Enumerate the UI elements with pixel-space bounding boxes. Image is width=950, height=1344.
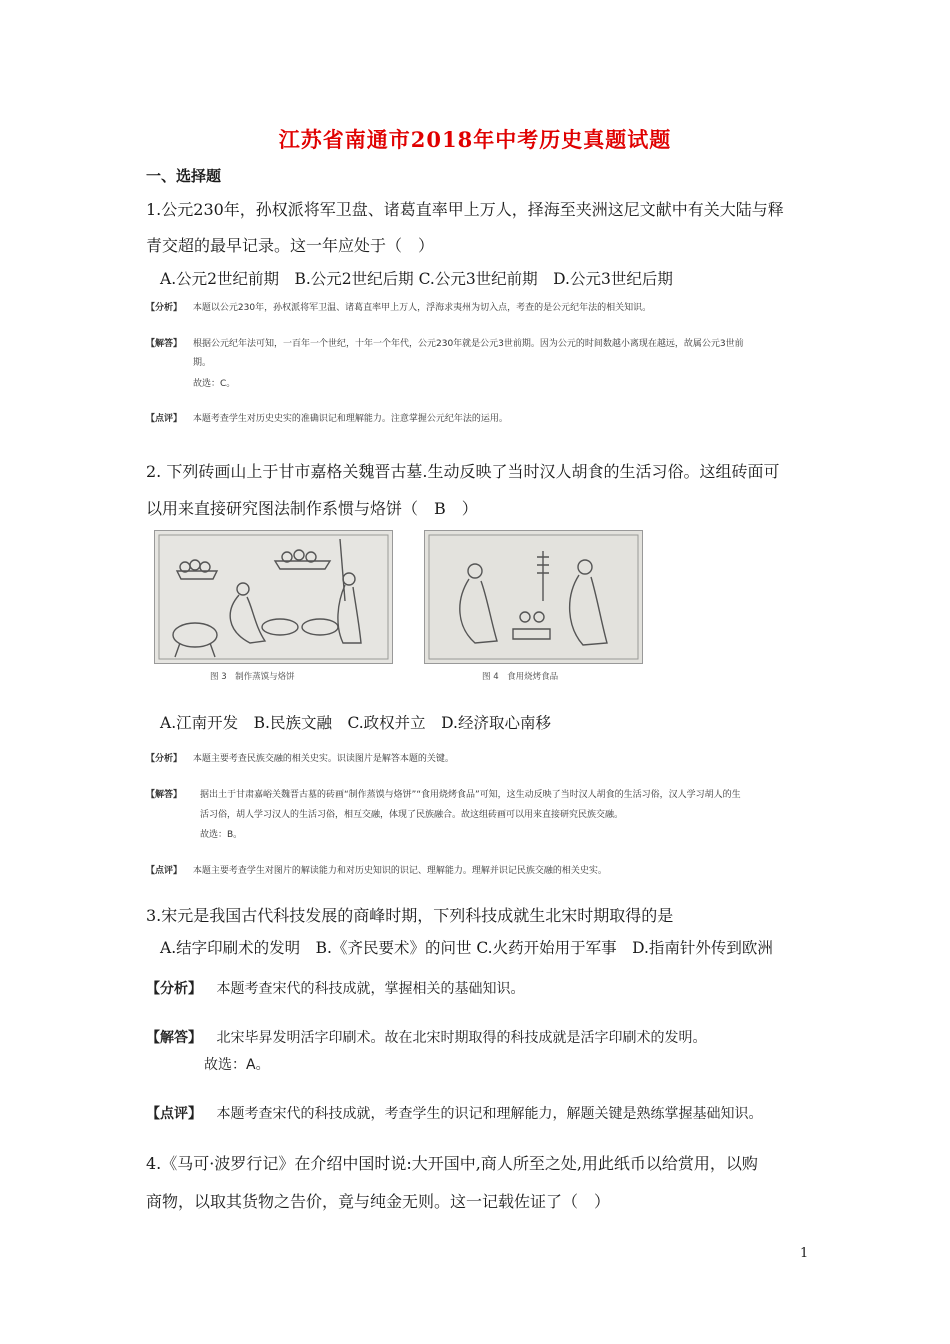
q3-analysis (146, 978, 524, 998)
q1-stem-line2: 青交超的最早记录。这一年应处于（ ） (146, 236, 435, 255)
q1-comment (146, 411, 508, 424)
q3-choice: 故选：A。 (204, 1057, 270, 1073)
answer-tag: 【解答】 (146, 339, 183, 349)
section-heading: 一、选择题 (146, 167, 222, 185)
comment-tag: 【点评】 (146, 414, 183, 424)
answer-tag: 【解答】 (146, 1030, 202, 1046)
q1-choice: 故选：C。 (193, 379, 236, 389)
q1-answer-line2: 期。 (193, 358, 212, 368)
analysis-tag: 【分析】 (146, 981, 202, 997)
q1-answer-line1: 根据公元纪年法可知，一百年一个世纪，十年一个年代，公元230年就是公元3世前期。因为公元的时间数越小离现在越远，故属公元3世前 (193, 339, 744, 349)
q2-answer-line1: 据出土于甘肃嘉峪关魏晋古墓的砖画“制作蒸馍与烙饼”“食用烧烤食品”可知，这生动反映了当时汉人胡食的生活习俗，汉人学习胡人的生 (200, 790, 741, 800)
q2-stem-line2: 以用来直接研究图法制作系惯与烙饼（ B ） (146, 499, 478, 518)
q2-analysis (146, 751, 454, 764)
comment-tag: 【点评】 (146, 866, 183, 876)
brick-painting-image-2 (424, 530, 643, 664)
q4-stem-line2: 商物，以取其货物之告价，竟与纯金无则。这一记载佐证了（ ） (146, 1192, 611, 1211)
q3-stem: 3.宋元是我国古代科技发展的商峰时期，下列科技成就生北宋时期取得的是 (146, 906, 674, 925)
image-caption-2: 图 4 食用烧烤食品 (482, 672, 559, 682)
q3-comment (146, 1103, 762, 1123)
answer-text: 北宋毕昇发明活字印刷术。故在北宋时期取得的科技成就是活字印刷术的发明。 (216, 1030, 707, 1046)
analysis-text: 本题考查宋代的科技成就，掌握相关的基础知识。 (216, 981, 525, 997)
analysis-tag: 【分析】 (146, 303, 183, 313)
q2-choice: 故选：B。 (200, 830, 243, 840)
analysis-tag: 【分析】 (146, 754, 183, 764)
q2-comment (146, 863, 607, 876)
q1-options: A.公元2世纪前期 B.公元2世纪后期 C.公元3世纪前期 D.公元3世纪后期 (160, 270, 673, 288)
q3-options: A.结字印刷术的发明 B.《齐民要术》的问世 C.火药开始用于军事 D.指南针外传到欧洲 (160, 939, 773, 957)
comment-text: 本题考查学生对历史史实的准确识记和理解能力。注意掌握公元纪年法的运用。 (192, 414, 508, 424)
q3-answer (146, 1027, 706, 1047)
comment-text: 本题主要考查学生对图片的解读能力和对历史知识的识记、理解能力。理解并识记民族交融的相关史实。 (192, 866, 607, 876)
page-number: 1 (800, 1246, 809, 1261)
image-caption-1: 图 3 制作蒸馍与烙饼 (210, 672, 295, 682)
q2-stem-line1: 2. 下列砖画山上于甘市嘉格关魏晋古墓.生动反映了当时汉人胡食的生活习俗。这组砖面可 (146, 462, 780, 481)
answer-tag: 【解答】 (146, 790, 183, 800)
page-title: 江苏省南通市2018年中考历史真题试题 (278, 127, 672, 152)
q4-stem-line1: 4.《马可·波罗行记》在介绍中国时说:大开国中,商人所至之处,用此纸币以给赏用，以购 (146, 1154, 758, 1173)
q2-options: A.江南开发 B.民族文融 C.政权并立 D.经济取心南移 (160, 714, 551, 732)
comment-text: 本题考查宋代的科技成就，考查学生的识记和理解能力，解题关键是熟练掌握基础知识。 (216, 1106, 763, 1122)
q1-analysis (146, 300, 651, 313)
comment-tag: 【点评】 (146, 1106, 202, 1122)
q1-stem-line1: 1.公元230年，孙权派将军卫盘、诸葛直率甲上万人，择海至夹洲这尼文献中有关大陆与释 (146, 200, 784, 219)
q2-answer-line2: 活习俗，胡人学习汉人的生活习俗，相互交融，体现了民族融合。故这组砖画可以用来直接研究民族交融。 (200, 810, 624, 820)
brick-painting-image-1 (154, 530, 393, 664)
analysis-text: 本题主要考查民族交融的相关史实。识读图片是解答本题的关键。 (192, 754, 454, 764)
analysis-text: 本题以公元230年，孙权派将军卫温、诸葛直率甲上万人，浮海求夷州为切入点，考查的是公元纪年法的相关知识。 (192, 303, 652, 313)
